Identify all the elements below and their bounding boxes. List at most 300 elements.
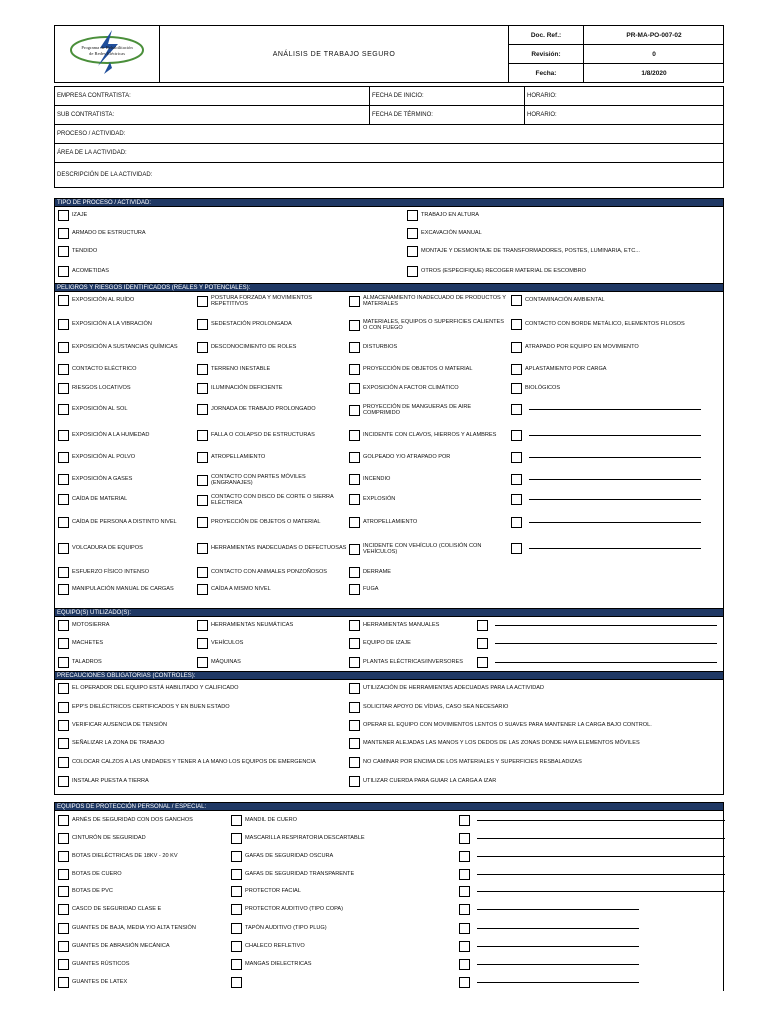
- check-item[interactable]: [349, 295, 509, 308]
- blank-line[interactable]: [495, 643, 717, 644]
- checkbox[interactable]: [197, 657, 208, 668]
- checkbox[interactable]: [58, 474, 69, 485]
- check-item[interactable]: [197, 567, 347, 578]
- blank-line[interactable]: [477, 946, 639, 947]
- checkbox[interactable]: [58, 266, 69, 277]
- check-item[interactable]: [511, 295, 723, 306]
- checkbox[interactable]: [58, 319, 69, 330]
- checkbox[interactable]: [58, 638, 69, 649]
- checkbox[interactable]: [197, 430, 208, 441]
- checkbox[interactable]: [231, 886, 242, 897]
- check-item[interactable]: [197, 364, 347, 375]
- checkbox[interactable]: [349, 584, 360, 595]
- checkbox[interactable]: [58, 246, 69, 257]
- checkbox[interactable]: [459, 886, 470, 897]
- area-field[interactable]: ÁREA DE LA ACTIVIDAD:: [57, 150, 127, 156]
- checkbox[interactable]: [459, 923, 470, 934]
- checkbox[interactable]: [197, 495, 208, 506]
- check-item[interactable]: [197, 584, 347, 595]
- check-item[interactable]: [197, 342, 347, 353]
- checkbox[interactable]: [58, 815, 69, 826]
- check-item[interactable]: [511, 494, 701, 505]
- checkbox[interactable]: [231, 851, 242, 862]
- check-item[interactable]: [349, 383, 509, 394]
- check-item[interactable]: [197, 295, 347, 308]
- check-item[interactable]: [231, 923, 456, 934]
- empresa-field[interactable]: EMPRESA CONTRATISTA:: [55, 87, 370, 105]
- check-item[interactable]: [349, 452, 509, 463]
- check-item[interactable]: [58, 620, 196, 631]
- check-item[interactable]: [58, 702, 348, 713]
- checkbox[interactable]: [349, 517, 360, 528]
- checkbox[interactable]: [58, 869, 69, 880]
- checkbox[interactable]: [58, 959, 69, 970]
- check-item[interactable]: [349, 430, 509, 441]
- check-item[interactable]: [231, 886, 456, 897]
- checkbox[interactable]: [349, 702, 360, 713]
- blank-line[interactable]: [477, 964, 639, 965]
- checkbox[interactable]: [58, 720, 69, 731]
- check-item[interactable]: [511, 452, 701, 463]
- check-item[interactable]: [58, 657, 196, 668]
- check-item[interactable]: [407, 246, 722, 257]
- checkbox[interactable]: [511, 295, 522, 306]
- check-label: MANTENER ALEJADAS LAS MANOS Y LOS DEDOS DE LAS ZONAS DONDE HAYA ELEMENTOS MÓVILES: [363, 740, 640, 747]
- check-item[interactable]: [231, 851, 456, 862]
- check-item[interactable]: [231, 977, 456, 988]
- blank-line[interactable]: [477, 928, 639, 929]
- blank-line[interactable]: [477, 856, 725, 857]
- checkbox[interactable]: [511, 364, 522, 375]
- check-item[interactable]: [58, 228, 398, 239]
- checkbox[interactable]: [197, 638, 208, 649]
- checkbox[interactable]: [58, 757, 69, 768]
- check-label: SOLICITAR APOYO DE VÍDIAS, CASO SEA NECESARIO: [363, 704, 509, 711]
- check-item[interactable]: [58, 567, 196, 578]
- checkbox[interactable]: [231, 959, 242, 970]
- section-header: EQUIPO(S) UTILIZADO(S):: [54, 608, 724, 617]
- check-item[interactable]: [349, 517, 509, 528]
- check-item[interactable]: [197, 543, 347, 554]
- checkbox[interactable]: [407, 228, 418, 239]
- check-item[interactable]: [58, 738, 348, 749]
- checkbox[interactable]: [58, 977, 69, 988]
- blank-line[interactable]: [529, 522, 701, 523]
- check-item[interactable]: [58, 543, 196, 554]
- checkbox[interactable]: [58, 543, 69, 554]
- check-item[interactable]: [459, 923, 639, 934]
- check-item[interactable]: [58, 886, 228, 897]
- checkbox[interactable]: [197, 543, 208, 554]
- check-label: BIOLÓGICOS: [525, 385, 561, 392]
- blank-line[interactable]: [477, 891, 725, 892]
- check-label: BOTAS DIELÉCTRICAS DE 18KV - 20 KV: [72, 853, 178, 860]
- check-item[interactable]: [407, 210, 722, 221]
- check-item[interactable]: [58, 319, 196, 330]
- check-item[interactable]: [197, 638, 347, 649]
- check-item[interactable]: [477, 620, 717, 631]
- check-label: MASCARILLA RESPIRATORIA DESCARTABLE: [245, 835, 365, 842]
- check-label: FALLA O COLAPSO DE ESTRUCTURAS: [211, 432, 315, 439]
- check-item[interactable]: [197, 452, 347, 463]
- check-item[interactable]: [459, 833, 725, 844]
- checkbox[interactable]: [349, 430, 360, 441]
- checkbox[interactable]: [58, 657, 69, 668]
- checkbox[interactable]: [511, 543, 522, 554]
- check-item[interactable]: [349, 638, 475, 649]
- checkbox[interactable]: [511, 342, 522, 353]
- check-label: ESFUERZO FÍSICO INTENSO: [72, 569, 150, 576]
- checkbox[interactable]: [407, 210, 418, 221]
- check-item[interactable]: [511, 319, 723, 330]
- check-item[interactable]: [197, 474, 347, 487]
- peligros-section: [54, 283, 724, 608]
- check-item[interactable]: [459, 977, 639, 988]
- check-item[interactable]: [58, 266, 398, 277]
- checkbox[interactable]: [197, 452, 208, 463]
- check-item[interactable]: [58, 210, 398, 221]
- check-item[interactable]: [349, 657, 475, 668]
- blank-line[interactable]: [495, 625, 717, 626]
- checkbox[interactable]: [459, 941, 470, 952]
- check-item[interactable]: [58, 941, 228, 952]
- check-item[interactable]: [511, 430, 701, 441]
- blank-line[interactable]: [477, 874, 725, 875]
- checkbox[interactable]: [349, 494, 360, 505]
- checkbox[interactable]: [349, 452, 360, 463]
- checkbox[interactable]: [349, 364, 360, 375]
- check-item[interactable]: [459, 851, 725, 862]
- checkbox[interactable]: [58, 886, 69, 897]
- checkbox[interactable]: [511, 474, 522, 485]
- check-item[interactable]: [58, 295, 196, 306]
- blank-line[interactable]: [529, 457, 701, 458]
- check-item[interactable]: [349, 364, 509, 375]
- checkbox[interactable]: [511, 404, 522, 415]
- blank-line[interactable]: [529, 435, 701, 436]
- checkbox[interactable]: [197, 517, 208, 528]
- check-label: CONTACTO ELÉCTRICO: [72, 366, 137, 373]
- check-item[interactable]: [58, 833, 228, 844]
- check-item[interactable]: [349, 319, 509, 332]
- check-label: BOTAS DE CUERO: [72, 871, 122, 878]
- checkbox[interactable]: [349, 383, 360, 394]
- check-item[interactable]: [197, 404, 347, 415]
- check-item[interactable]: [511, 404, 701, 415]
- check-item[interactable]: [459, 815, 725, 826]
- checkbox[interactable]: [459, 904, 470, 915]
- checkbox[interactable]: [407, 266, 418, 277]
- fecha-termino-field[interactable]: FECHA DE TÉRMINO:: [370, 106, 525, 124]
- checkbox[interactable]: [58, 620, 69, 631]
- fecha-inicio-field[interactable]: FECHA DE INICIO:: [370, 87, 525, 105]
- checkbox[interactable]: [459, 977, 470, 988]
- check-item[interactable]: [58, 904, 228, 915]
- checkbox[interactable]: [197, 584, 208, 595]
- check-item[interactable]: [58, 246, 398, 257]
- check-item[interactable]: [58, 977, 228, 988]
- checkbox[interactable]: [58, 738, 69, 749]
- check-item[interactable]: [197, 383, 347, 394]
- checkbox[interactable]: [58, 941, 69, 952]
- check-label: CONTACTO CON ANIMALES PONZOÑOSOS: [211, 569, 328, 576]
- check-item[interactable]: [58, 638, 196, 649]
- check-label: POSTURA FORZADA Y MOVIMIENTOS REPETITIVOS: [211, 295, 313, 308]
- check-label: SEÑALIZAR LA ZONA DE TRABAJO: [72, 740, 165, 747]
- check-item[interactable]: [231, 815, 456, 826]
- checkbox[interactable]: [231, 904, 242, 915]
- checkbox[interactable]: [459, 959, 470, 970]
- check-item[interactable]: [231, 869, 456, 880]
- blank-line[interactable]: [477, 909, 639, 910]
- check-item[interactable]: [349, 494, 509, 505]
- check-label: HERRAMIENTAS INADECUADAS O DEFECTUOSAS: [211, 545, 347, 552]
- check-item[interactable]: [58, 757, 348, 768]
- check-item[interactable]: [511, 474, 701, 485]
- checkbox[interactable]: [511, 494, 522, 505]
- check-item[interactable]: [511, 342, 723, 353]
- checkbox[interactable]: [58, 584, 69, 595]
- checkbox[interactable]: [58, 452, 69, 463]
- check-item[interactable]: [58, 923, 228, 934]
- checkbox[interactable]: [511, 517, 522, 528]
- check-item[interactable]: [197, 620, 347, 631]
- check-label: GUANTES RÚSTICOS: [72, 961, 130, 968]
- check-item[interactable]: [349, 543, 509, 556]
- check-item[interactable]: [231, 833, 456, 844]
- check-item[interactable]: [58, 776, 348, 787]
- check-label: TAPÓN AUDITIVO (TIPO PLUG): [245, 925, 327, 932]
- check-item[interactable]: [197, 517, 347, 528]
- check-label: CONTACTO CON DISCO DE CORTE O SIERRA ELÉCTRICA: [211, 494, 334, 507]
- blank-line[interactable]: [495, 662, 717, 663]
- check-item[interactable]: [459, 869, 725, 880]
- check-item[interactable]: [231, 941, 456, 952]
- check-item[interactable]: [349, 620, 475, 631]
- checkbox[interactable]: [58, 228, 69, 239]
- checkbox[interactable]: [58, 904, 69, 915]
- check-item[interactable]: [349, 738, 723, 749]
- checkbox[interactable]: [349, 738, 360, 749]
- checkbox[interactable]: [58, 702, 69, 713]
- checkbox[interactable]: [511, 430, 522, 441]
- check-item[interactable]: [477, 638, 717, 649]
- checkbox[interactable]: [58, 342, 69, 353]
- check-item[interactable]: [58, 494, 196, 505]
- checkbox[interactable]: [349, 567, 360, 578]
- blank-line[interactable]: [529, 409, 701, 410]
- checkbox[interactable]: [58, 383, 69, 394]
- checkbox[interactable]: [197, 567, 208, 578]
- check-label: EXPOSICIÓN A GASES: [72, 476, 133, 483]
- checkbox[interactable]: [231, 977, 242, 988]
- checkbox[interactable]: [197, 364, 208, 375]
- checkbox[interactable]: [459, 851, 470, 862]
- checkbox[interactable]: [459, 815, 470, 826]
- check-item[interactable]: [58, 869, 228, 880]
- doc-meta: [508, 26, 723, 82]
- checkbox[interactable]: [58, 776, 69, 787]
- checkbox[interactable]: [197, 475, 208, 486]
- checkbox[interactable]: [231, 923, 242, 934]
- check-item[interactable]: [58, 851, 228, 862]
- check-label: ARMADO DE ESTRUCTURA: [72, 230, 146, 237]
- checkbox[interactable]: [349, 776, 360, 787]
- checkbox[interactable]: [407, 246, 418, 257]
- check-item[interactable]: [349, 720, 723, 731]
- horario-field[interactable]: HORARIO:: [527, 93, 557, 99]
- checkbox[interactable]: [58, 517, 69, 528]
- check-item[interactable]: [459, 904, 639, 915]
- blank-line[interactable]: [529, 479, 701, 480]
- check-item[interactable]: [58, 815, 228, 826]
- checkbox[interactable]: [477, 638, 488, 649]
- check-item[interactable]: [58, 720, 348, 731]
- check-label: GUANTES DE BAJA, MEDIA Y/O ALTA TENSIÓN: [72, 925, 196, 932]
- checkbox[interactable]: [197, 620, 208, 631]
- check-label: VEHÍCULOS: [211, 640, 244, 647]
- checkbox[interactable]: [58, 923, 69, 934]
- check-item[interactable]: [349, 342, 509, 353]
- check-item[interactable]: [58, 959, 228, 970]
- check-item[interactable]: [58, 364, 196, 375]
- blank-line[interactable]: [529, 548, 701, 549]
- peligros-grid: [54, 292, 724, 608]
- checkbox[interactable]: [197, 404, 208, 415]
- check-item[interactable]: [231, 904, 456, 915]
- checkbox[interactable]: [231, 815, 242, 826]
- check-label: ATROPELLAMIENTO: [363, 519, 418, 526]
- check-label: MONTAJE Y DESMONTAJE DE TRANSFORMADORES, POSTES, LUMINARIA, ETC...: [421, 248, 640, 255]
- check-item[interactable]: [511, 517, 701, 528]
- blank-line[interactable]: [529, 499, 701, 500]
- check-item[interactable]: [349, 584, 509, 595]
- check-item[interactable]: [58, 474, 196, 485]
- check-item[interactable]: [407, 266, 722, 277]
- precauciones-section: [54, 671, 724, 795]
- check-item[interactable]: [511, 383, 723, 394]
- check-item[interactable]: [349, 776, 723, 787]
- check-label: TALADROS: [72, 659, 102, 666]
- checkbox[interactable]: [477, 620, 488, 631]
- check-item[interactable]: [349, 567, 509, 578]
- checkbox[interactable]: [197, 383, 208, 394]
- proceso-field[interactable]: PROCESO / ACTIVIDAD:: [57, 131, 126, 137]
- form-page: [54, 25, 724, 991]
- checkbox[interactable]: [58, 295, 69, 306]
- check-item[interactable]: [349, 474, 509, 485]
- checkbox[interactable]: [349, 544, 360, 555]
- check-label: INSTALAR PUESTA A TIERRA: [72, 778, 149, 785]
- check-item[interactable]: [58, 404, 196, 415]
- checkbox[interactable]: [349, 657, 360, 668]
- check-item[interactable]: [349, 683, 723, 694]
- checkbox[interactable]: [349, 638, 360, 649]
- checkbox[interactable]: [58, 430, 69, 441]
- check-item[interactable]: [197, 319, 347, 330]
- checkbox[interactable]: [58, 833, 69, 844]
- checkbox[interactable]: [58, 851, 69, 862]
- checkbox[interactable]: [349, 720, 360, 731]
- check-item[interactable]: [58, 383, 196, 394]
- blank-line[interactable]: [477, 982, 639, 983]
- check-item[interactable]: [58, 452, 196, 463]
- check-item[interactable]: [459, 959, 639, 970]
- checkbox[interactable]: [197, 296, 208, 307]
- form-header: [54, 25, 724, 83]
- check-label: RIESGOS LOCATIVOS: [72, 385, 131, 392]
- check-item[interactable]: [58, 683, 348, 694]
- check-item[interactable]: [58, 584, 196, 595]
- checkbox[interactable]: [231, 869, 242, 880]
- checkbox[interactable]: [349, 474, 360, 485]
- checkbox[interactable]: [197, 319, 208, 330]
- checkbox[interactable]: [349, 405, 360, 416]
- checkbox[interactable]: [349, 683, 360, 694]
- checkbox[interactable]: [459, 869, 470, 880]
- checkbox[interactable]: [231, 833, 242, 844]
- blank-line[interactable]: [477, 820, 725, 821]
- check-item[interactable]: [349, 757, 723, 768]
- check-item[interactable]: [459, 941, 639, 952]
- checkbox[interactable]: [58, 404, 69, 415]
- checkbox[interactable]: [511, 383, 522, 394]
- checkbox[interactable]: [58, 364, 69, 375]
- check-item[interactable]: [58, 430, 196, 441]
- check-item[interactable]: [349, 702, 723, 713]
- check-label: NO CAMINAR POR ENCIMA DE LOS MATERIALES Y SUPERFICIES RESBALADIZAS: [363, 759, 582, 766]
- checkbox[interactable]: [349, 620, 360, 631]
- descripcion-field[interactable]: DESCRIPCIÓN DE LA ACTIVIDAD:: [57, 172, 153, 178]
- checkbox[interactable]: [459, 833, 470, 844]
- check-item[interactable]: [407, 228, 722, 239]
- check-label: INCENDIO: [363, 476, 391, 483]
- checkbox[interactable]: [58, 683, 69, 694]
- checkbox[interactable]: [58, 567, 69, 578]
- blank-line[interactable]: [477, 838, 725, 839]
- check-item[interactable]: [58, 342, 196, 353]
- checkbox[interactable]: [197, 342, 208, 353]
- checkbox[interactable]: [511, 319, 522, 330]
- checkbox[interactable]: [231, 941, 242, 952]
- check-item[interactable]: [58, 517, 196, 528]
- check-label: HERRAMIENTAS MANUALES: [363, 622, 440, 629]
- check-label: MATERIALES, EQUIPOS O SUPERFICIES CALIENTES O CON FUEGO: [363, 319, 505, 332]
- check-item[interactable]: [197, 430, 347, 441]
- check-label: TENDIDO: [72, 248, 98, 255]
- checkbox[interactable]: [349, 757, 360, 768]
- check-item[interactable]: [511, 543, 701, 554]
- checkbox[interactable]: [477, 657, 488, 668]
- checkbox[interactable]: [349, 342, 360, 353]
- check-label: CONTACTO CON BORDE METÁLICO, ELEMENTOS FILOSOS: [525, 321, 685, 328]
- horario-field[interactable]: HORARIO:: [527, 112, 557, 118]
- subcontratista-field[interactable]: SUB CONTRATISTA:: [55, 106, 370, 124]
- check-item[interactable]: [511, 364, 723, 375]
- check-item[interactable]: [349, 404, 509, 417]
- checkbox[interactable]: [349, 296, 360, 307]
- checkbox[interactable]: [58, 494, 69, 505]
- check-item[interactable]: [231, 959, 456, 970]
- check-item[interactable]: [459, 886, 725, 897]
- checkbox[interactable]: [349, 320, 360, 331]
- check-item[interactable]: [477, 657, 717, 668]
- checkbox[interactable]: [58, 210, 69, 221]
- check-label: EXPOSICIÓN A LA VIBRACIÓN: [72, 321, 152, 328]
- check-item[interactable]: [197, 494, 347, 507]
- check-item[interactable]: [197, 657, 347, 668]
- checkbox[interactable]: [511, 452, 522, 463]
